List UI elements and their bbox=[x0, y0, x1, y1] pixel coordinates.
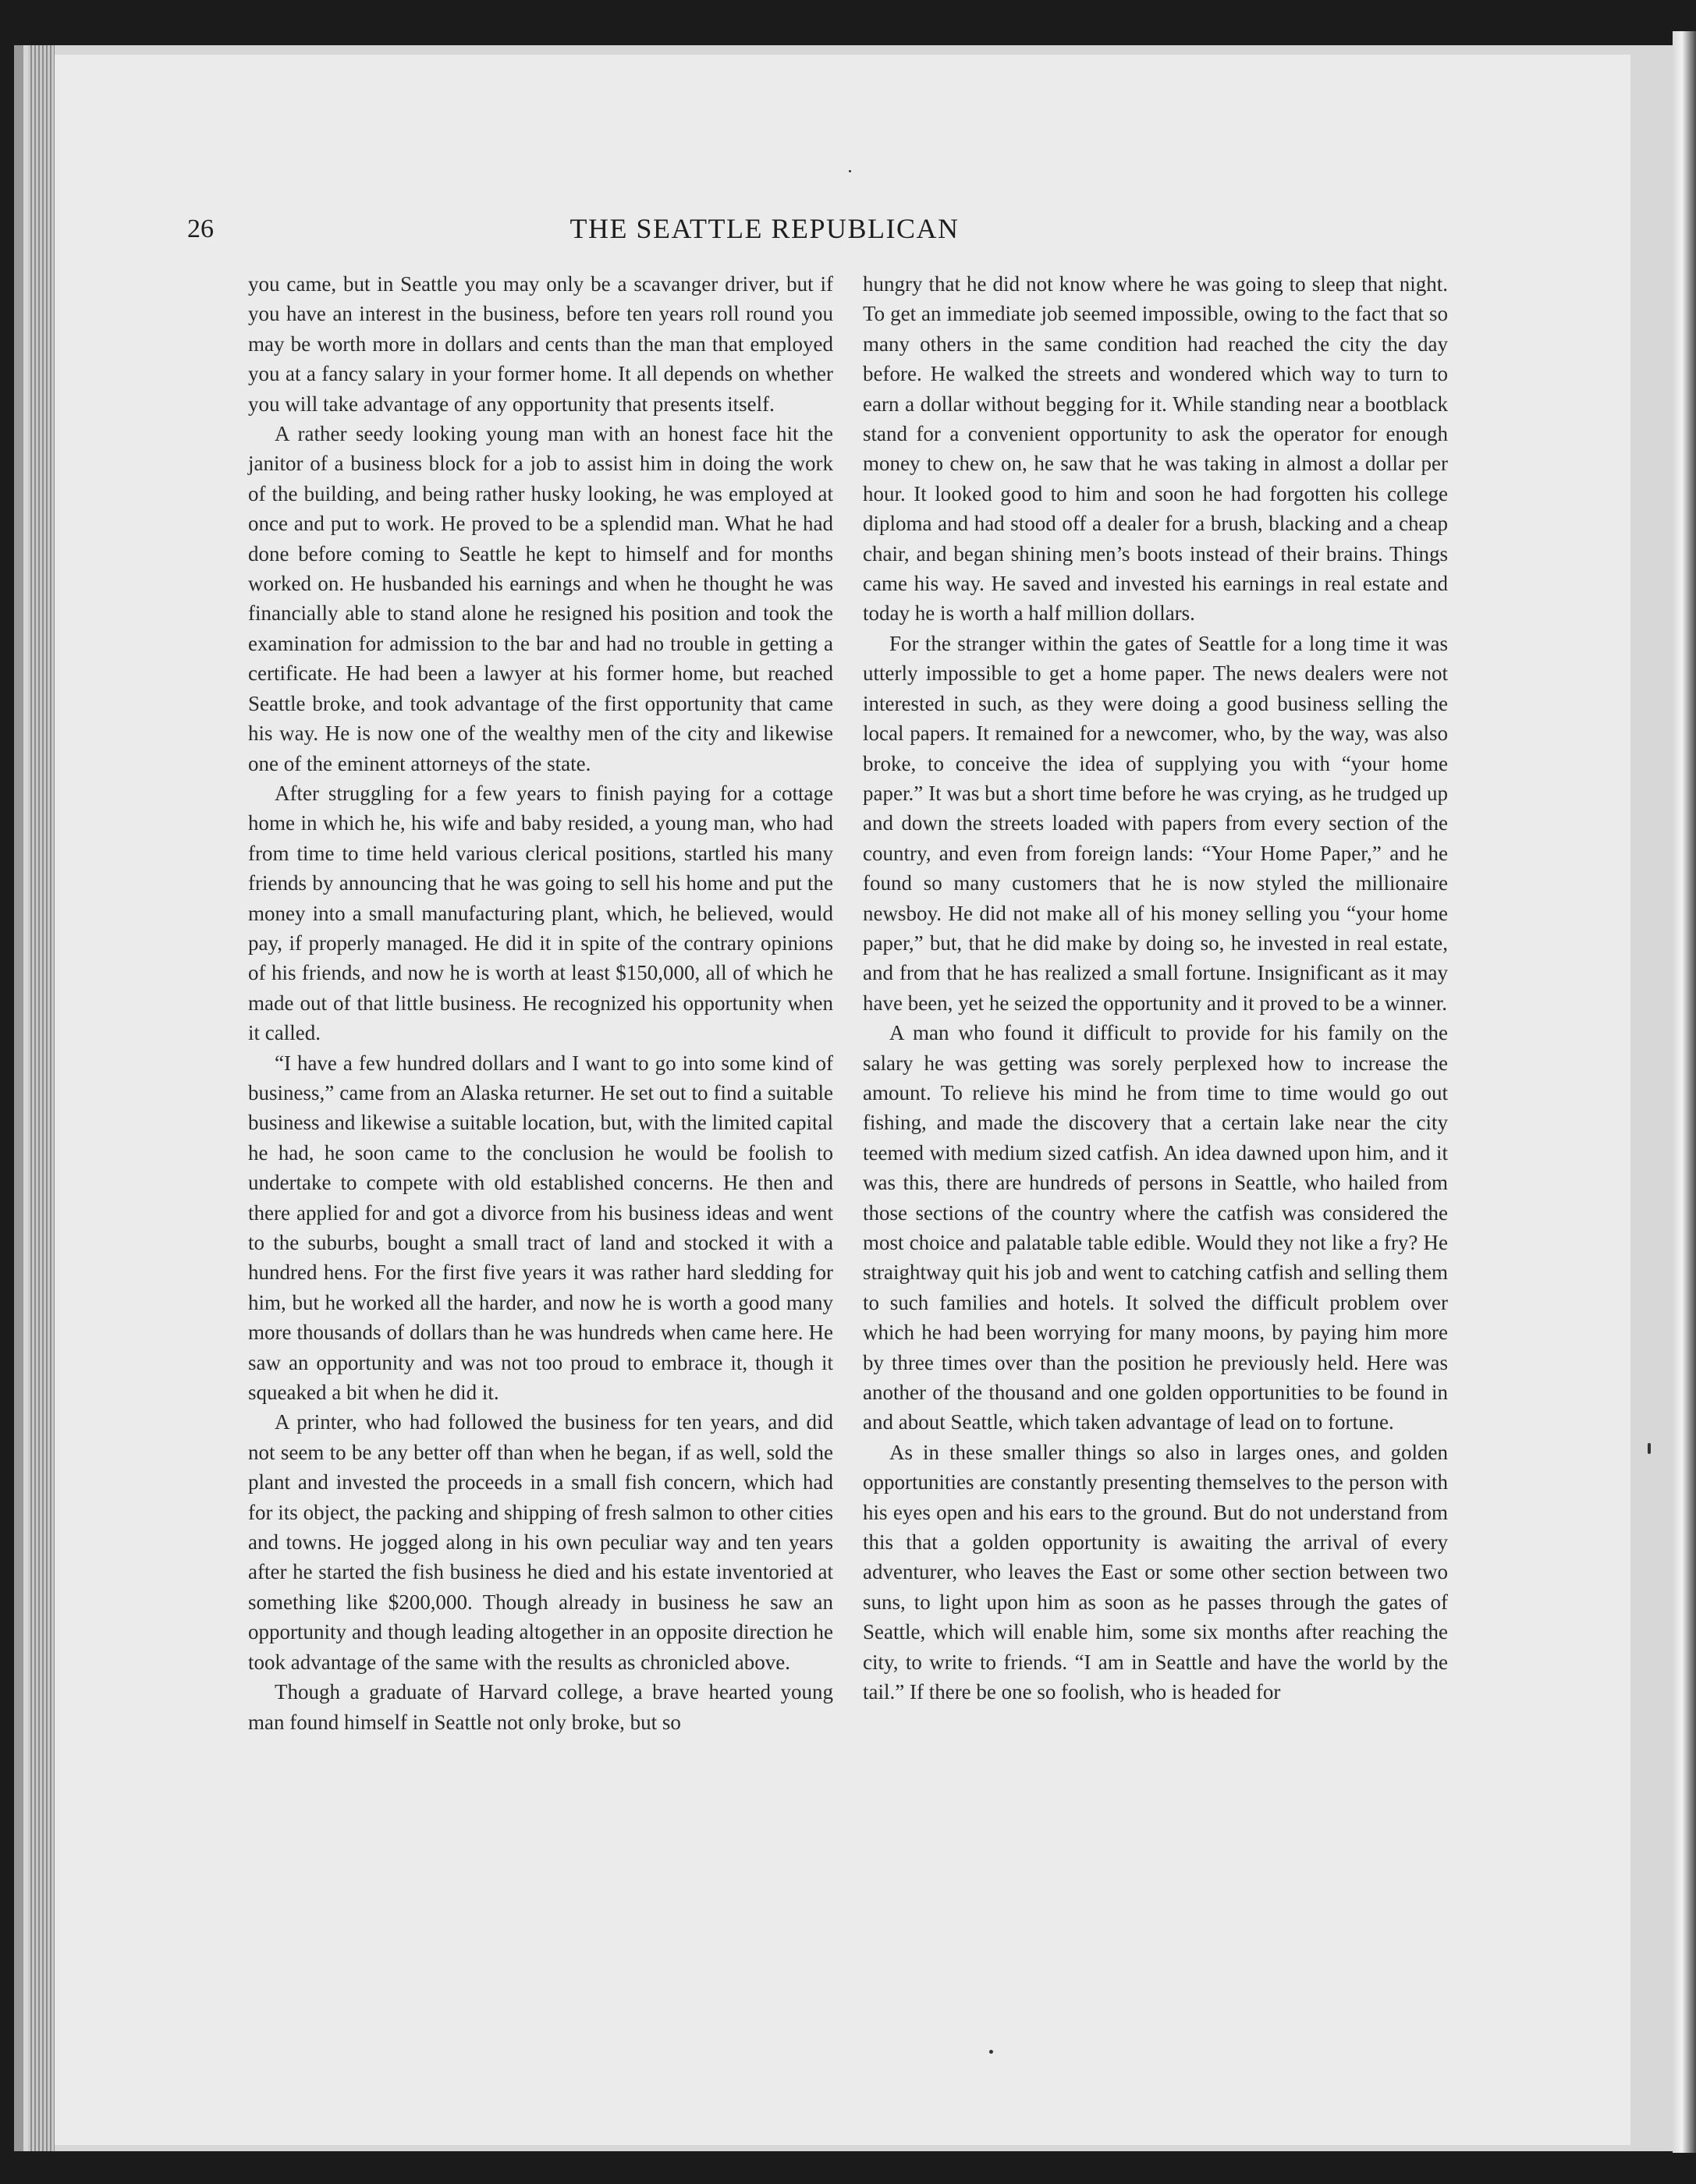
scan-speck bbox=[849, 170, 851, 172]
paragraph: A man who found it difficult to provide for his family on the salary he was getting was sorely perplexed how to increase the amount. To relieve his mind he from time to time would go out fishing, and made the discovery that a certain lake near the city teemed with medium sized catfish. An idea dawned upon him, and it was this, there are hundreds of persons in Seattle, who hailed from those sections of the country where the catfish was considered the most choice and palatable table edible. Would they not like a fry? He straightway quit his job and went to catching catfish and selling them to such families and hotels. It solved the difficult problem over which he had been worrying for many moons, by paying him more by three times over than the position he previously held. Here was another of the thousand and one golden opportunities to be found in and about Seattle, which taken advantage of lead on to fortune. bbox=[863, 1021, 1448, 1434]
page-number: 26 bbox=[187, 214, 214, 243]
paragraph: For the stranger within the gates of Seattle for a long time it was utterly impossible to get a home paper. The news dealers were not interested in such, as they were doing a good business selling the local papers. It remained for a newcomer, who, by the way, was also broke, to conceive the idea of supplying you with “your home paper.” It was but a short time before he was crying, as he trudged up and down the streets loaded with papers from every section of the country, and even from foreign lands: “Your Home Paper,” and he found so many customers that he is now styled the millionaire newsboy. He did not make all of his money selling you “your home paper,” but, that he did make by doing so, he invested in real estate, and from that he has realized a small fortune. Insignificant as it may have been, yet he seized the opportunity and it proved to be a winner. bbox=[863, 631, 1448, 1015]
right-column bbox=[863, 269, 1448, 1938]
paragraph: “I have a few hundred dollars and I want to go into some kind of business,” came from an Alaska returner. He set out to find a suitable business and likewise a suitable location, but, with the limited capital he had, he soon came to the conclusion he would be foolish to undertake to compete with old established concerns. He then and there applied for and got a divorce from his business ideas and went to the suburbs, bought a small tract of land and stocked it with a hundred hens. For the first five years it was rather hard sledding for him, but he worked all the harder, and now he is worth a good many more thousands of dollars than he was hundreds when came here. He saw an opportunity and was not too proud to embrace it, though it squeaked a bit when he did it. bbox=[248, 1051, 833, 1405]
paragraph: Though a graduate of Harvard college, a brave hearted young man found himself in Seattle not only broke, but so bbox=[248, 1680, 833, 1734]
paragraph: you came, but in Seattle you may only be a scavanger driver, but if you have an interest in the business, before ten years roll round you may be worth more in dollars and cents than the man that employed you at a fancy salary in your former home. It all depends on whether you will take advantage of any opportunity that presents itself. bbox=[248, 272, 833, 416]
facing-page-edge bbox=[1673, 31, 1696, 2153]
paragraph: After struggling for a few years to finish paying for a cottage home in which he, his wife and baby resided, a young man, who had from time to time held various clerical positions, startled his many friends by announcing that he was going to sell his home and put the money into a small manufacturing plant, which, he believed, would pay, if properly managed. He did it in spite of the contrary opinions of his friends, and now he is worth at least $150,000, all of which he made out of that little business. He recognized his opportunity when it called. bbox=[248, 781, 833, 1045]
scan-speck bbox=[1648, 1443, 1651, 1454]
paragraph: As in these smaller things so also in larges ones, and golden opportunities are constantly presenting themselves to the person with his eyes open and his ears to the ground. But do not understand from this that a golden opportunity is awaiting the arrival of every adventurer, who leaves the East or some other section between two suns, to light upon him as soon as he passes through the gates of Seattle, which will enable him, some six months after reaching the city, to write to friends. “I am in Seattle and have the world by the tail.” If there be one so foolish, who is headed for bbox=[863, 1440, 1448, 1704]
paragraph: A rather seedy looking young man with an honest face hit the janitor of a business block for a job to assist him in doing the work of the building, and being rather husky looking, he was employed at once and put to work. He proved to be a splendid man. What he had done before coming to Seattle he kept to himself and for months worked on. He husbanded his earnings and when he thought he was financially able to stand alone he resigned his position and took the examination for admission to the bar and had no trouble in getting a certificate. He had been a lawyer at his former home, but reached Seattle broke, and took advantage of the first opportunity that came his way. He is now one of the wealthy men of the city and likewise one of the eminent attorneys of the state. bbox=[248, 422, 833, 775]
scan-speck bbox=[989, 2050, 993, 2054]
running-title: THE SEATTLE REPUBLICAN bbox=[569, 213, 960, 244]
left-column bbox=[248, 269, 833, 1938]
paragraph: A printer, who had followed the business for ten years, and did not seem to be any better off than when he began, if as well, sold the plant and invested the proceeds in a small fish concern, which had for its object, the packing and shipping of fresh salmon to other cities and towns. He jogged along in his own peculiar way and ten years after he started the fish business he died and his estate inventoried at something like $200,000. Though already in business he saw an opportunity and though leading altogether in an opposite direction he took advantage of the same with the results as chronicled above. bbox=[248, 1410, 833, 1674]
paragraph: hungry that he did not know where he was going to sleep that night. To get an immediate job seemed impossible, owing to the fact that so many others in the same condition had reached the city the day before. He walked the streets and wondered which way to turn to earn a dollar without begging for it. While standing near a bootblack stand for a convenient opportunity to ask the operator for enough money to chew on, he saw that he was taking in almost a dollar per hour. It looked good to him and soon he had forgotten his college diploma and had stood off a dealer for a brush, blacking and a cheap chair, and began shining men’s boots instead of their brains. Things came his way. He saved and invested his earnings in real estate and today he is worth a half million dollars. bbox=[863, 272, 1448, 626]
